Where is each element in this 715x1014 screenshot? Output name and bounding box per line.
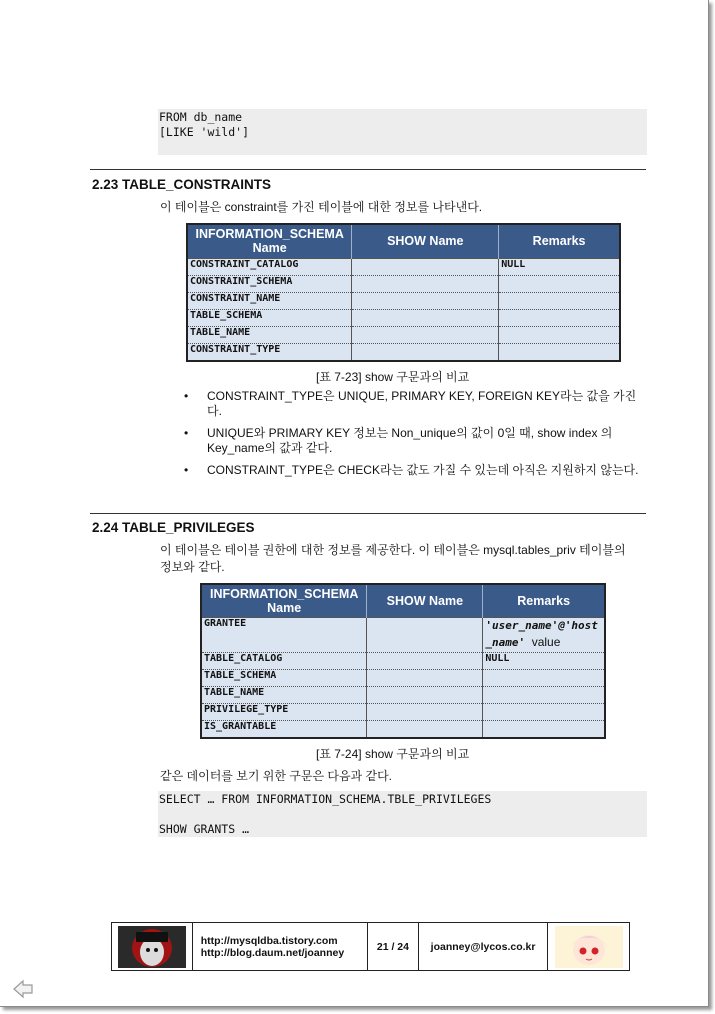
email-link[interactable]: joanney@lycos.co.kr	[418, 923, 547, 970]
table-cell	[499, 326, 620, 343]
table-cell	[352, 292, 499, 309]
bullet-list	[184, 389, 644, 485]
column-header: INFORMATION_SCHEMA Name	[201, 584, 367, 617]
back-arrow-icon[interactable]	[12, 979, 34, 999]
table-cell: TABLE_NAME	[201, 686, 367, 703]
bullet-icon: •	[184, 463, 189, 477]
table-cell	[483, 686, 605, 703]
remark-code: 'user_name'@'host_name'	[485, 618, 598, 649]
column-header: SHOW Name	[367, 584, 483, 617]
table-cell	[499, 275, 620, 292]
section-description: 이 테이블은 constraint를 가진 테이블에 대한 정보를 나타낸다.	[160, 200, 483, 214]
bullet-icon: •	[184, 426, 189, 440]
table-cell	[367, 652, 483, 669]
section-description: 이 테이블은 테이블 권한에 대한 정보를 제공한다. 이 테이블은 mysql.tables_priv 테이블의 정보와 같다.	[160, 543, 626, 574]
page-footer	[111, 922, 630, 971]
column-header: Remarks	[483, 584, 605, 617]
section-rule	[90, 169, 646, 170]
table-cell	[367, 686, 483, 703]
table-cell	[352, 343, 499, 361]
table-cell: CONSTRAINT_TYPE	[187, 343, 352, 361]
table-cell	[483, 720, 605, 738]
list-item: • CONSTRAINT_TYPE은 UNIQUE, PRIMARY KEY, FOREIGN KEY라는 값을 가진다.	[184, 389, 637, 418]
code-block-select: SELECT … FROM INFORMATION_SCHEMA.TBLE_PRIVILEGES SHOW GRANTS …	[158, 791, 647, 837]
list-item: • CONSTRAINT_TYPE은 CHECK라는 값도 가질 수 있는데 아직은 지원하지 않는다.	[184, 463, 639, 477]
table-cell	[352, 326, 499, 343]
section-rule	[90, 513, 646, 514]
column-header: INFORMATION_SCHEMA Name	[187, 224, 352, 258]
table-row	[201, 652, 605, 669]
table-cell: CONSTRAINT_CATALOG	[187, 258, 352, 275]
table-cell: TABLE_SCHEMA	[201, 669, 367, 686]
table-cell	[352, 309, 499, 326]
table-cell: CONSTRAINT_NAME	[187, 292, 352, 309]
table-cell: IS_GRANTABLE	[201, 720, 367, 738]
table-cell: NULL	[499, 258, 620, 275]
table-caption: [표 7-24] show 구문과의 비교	[316, 747, 470, 761]
table-cell: PRIVILEGE_TYPE	[201, 703, 367, 720]
table-row	[187, 343, 620, 361]
table-cell	[367, 617, 483, 652]
section-heading-table-constraints: 2.23 TABLE_CONSTRAINTS	[92, 177, 272, 192]
table-cell	[499, 292, 620, 309]
table-row	[187, 275, 620, 292]
table-cell	[483, 669, 605, 686]
column-header: Remarks	[499, 224, 620, 258]
table-cell	[499, 309, 620, 326]
table-cell	[483, 703, 605, 720]
table-row	[201, 720, 605, 738]
footer-avatar-right	[547, 923, 629, 970]
table-cell: TABLE_SCHEMA	[187, 309, 352, 326]
code-block-from: FROM db_name [LIKE 'wild']	[158, 109, 647, 155]
table-cell	[367, 669, 483, 686]
table-row	[201, 617, 605, 652]
table-row	[201, 669, 605, 686]
footer-avatar-left	[112, 923, 192, 970]
table-cell: NULL	[483, 652, 605, 669]
avatar-image	[555, 926, 623, 968]
table-cell	[352, 275, 499, 292]
table-cell: CONSTRAINT_SCHEMA	[187, 275, 352, 292]
table-constraints-table	[186, 223, 621, 362]
paragraph: 같은 데이터를 보기 위한 구문은 다음과 같다.	[160, 769, 392, 783]
table-caption: [표 7-23] show 구문과의 비교	[316, 370, 470, 384]
column-header: SHOW Name	[352, 224, 499, 258]
bullet-icon: •	[184, 389, 189, 403]
table-row	[187, 258, 620, 275]
table-cell	[499, 343, 620, 361]
table-row	[201, 703, 605, 720]
table-row	[187, 309, 620, 326]
table-cell: TABLE_CATALOG	[201, 652, 367, 669]
table-cell: TABLE_NAME	[187, 326, 352, 343]
table-row	[187, 292, 620, 309]
table-row	[187, 326, 620, 343]
blog-link[interactable]: http://blog.daum.net/joanney	[200, 946, 345, 959]
remark-text: value	[531, 634, 561, 649]
table-cell	[367, 720, 483, 738]
table-row	[201, 686, 605, 703]
blog-link[interactable]: http://mysqldba.tistory.com	[200, 934, 338, 947]
list-item: • UNIQUE와 PRIMARY KEY 정보는 Non_unique의 값이 0일 때, show index 의 Key_name의 값과 같다.	[184, 426, 613, 455]
table-cell	[352, 258, 499, 275]
avatar-image	[118, 926, 186, 968]
page-number: 21 / 24	[367, 923, 418, 970]
table-cell	[367, 703, 483, 720]
section-heading-table-privileges: 2.24 TABLE_PRIVILEGES	[92, 520, 255, 535]
table-cell: GRANTEE	[201, 617, 367, 652]
table-cell	[483, 617, 605, 652]
footer-links	[192, 923, 367, 970]
table-privileges-table	[200, 583, 606, 739]
